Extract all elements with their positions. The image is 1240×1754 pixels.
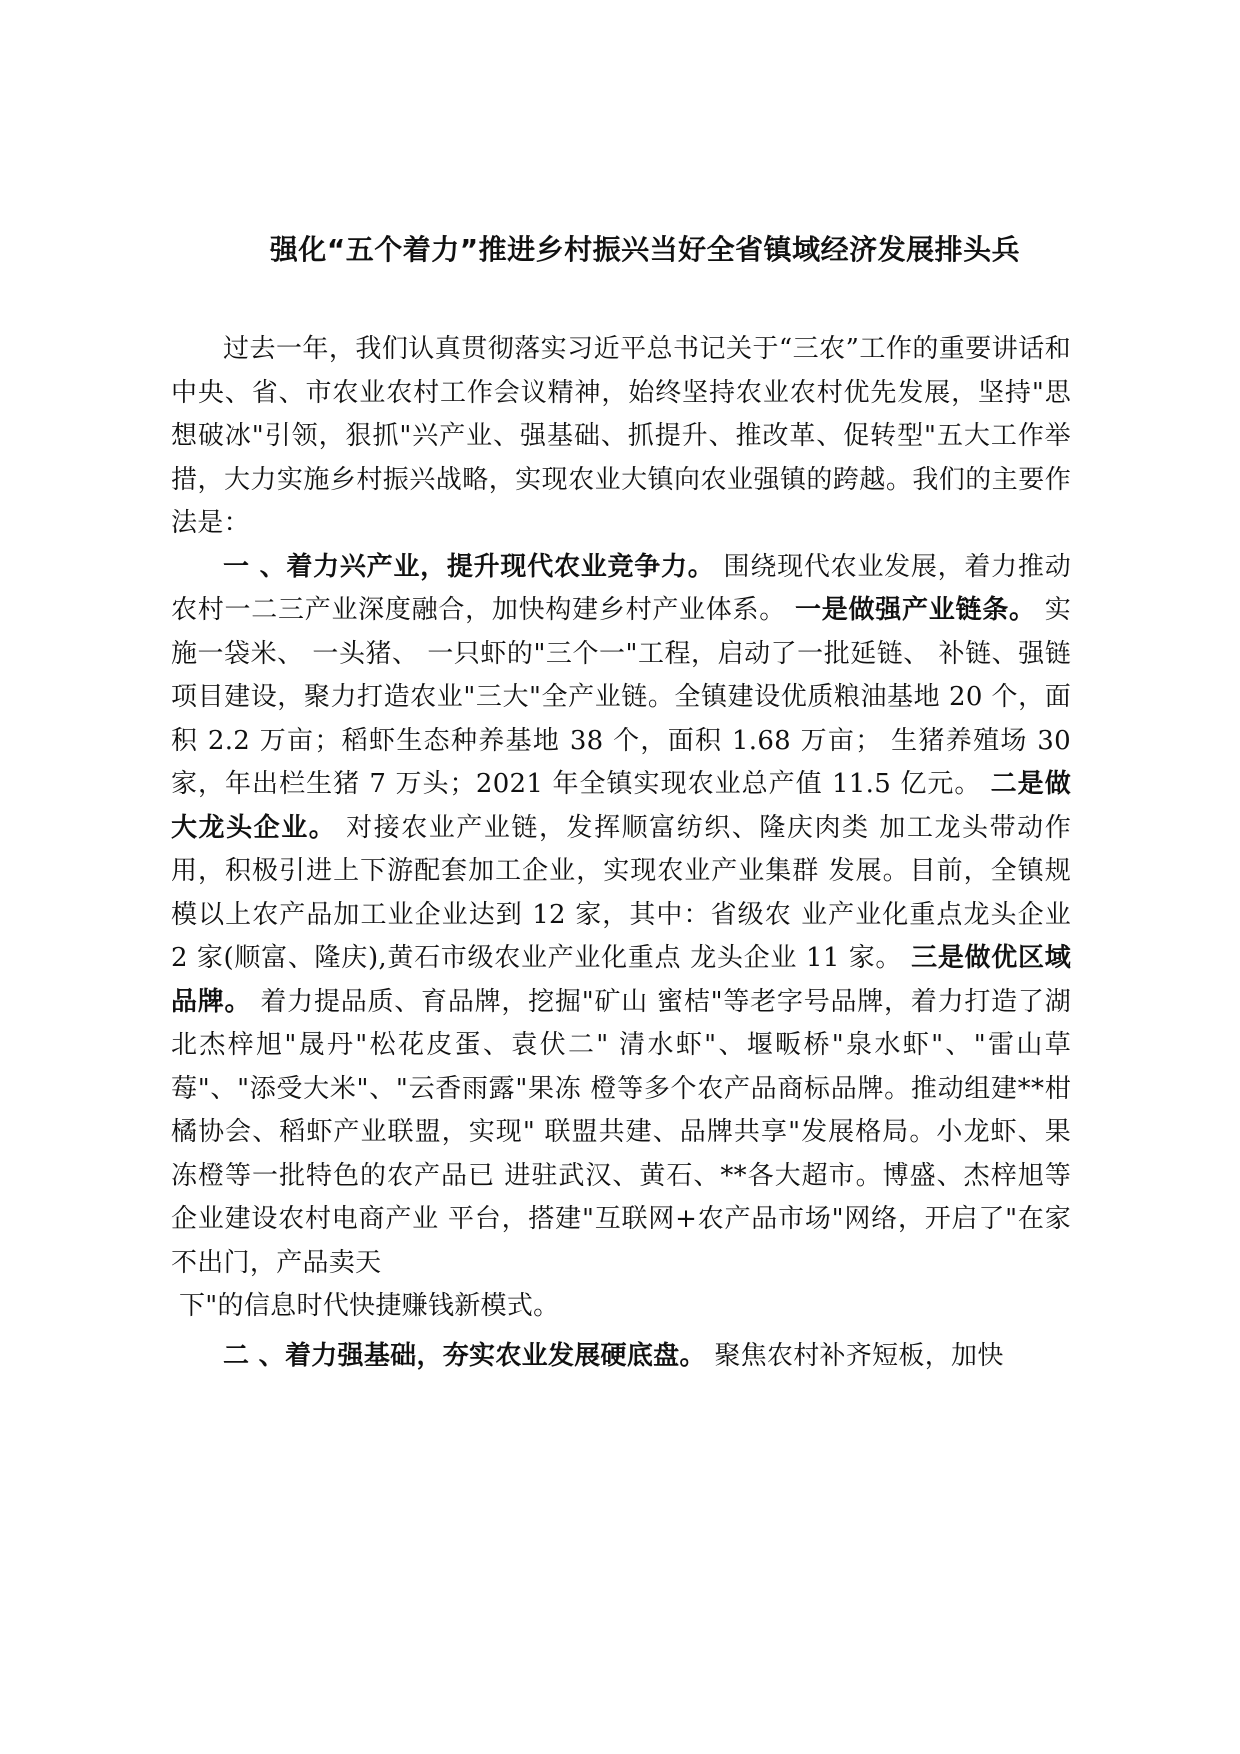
point-2-heading: 二是做大龙头企业。 bbox=[171, 769, 1071, 843]
section-2-paragraph bbox=[171, 1335, 1071, 1379]
section-2-lead: 聚焦农村补齐短板，加快 bbox=[705, 1340, 1004, 1371]
section-1-paragraph bbox=[171, 546, 1071, 1286]
point-1-text: 实施一袋米、 一头猪、 一只虾的"三个一"工程，启动了一批延链、 补链、强链项目建设，聚力打造农业"三大"全产业链。全镇建设优质粮油基地 20 个，面积 2.2 万亩；稻虾生态种养基地 38 个，面积 1.68 万亩； 生猪养殖场 30 家，年出栏生猪 7 万头；2021 年全镇实现农业总产值 11.5 亿元。 bbox=[171, 595, 1072, 799]
document-body bbox=[171, 328, 1071, 1378]
point-3-tail: 下"的信息时代快捷赚钱新模式。 bbox=[179, 1291, 560, 1321]
point-3-tail-line bbox=[171, 1285, 1071, 1329]
section-1-heading: 一 、着力兴产业，提升现代农业竞争力。 bbox=[223, 551, 715, 582]
point-2-text: 对接农业产业链，发挥顺富纺织、隆庆肉类 加工龙头带动作用，积极引进上下游配套加工企业，实现农业产业集群 发展。目前，全镇规模以上农产品加工业企业达到 12 家，其中：省级农 业产业化重点龙头企业 2 家(顺富、隆庆),黄石市级农业产业化重点 龙头企业 11 家。 bbox=[171, 812, 1071, 973]
point-3-text: 着力提品质、育品牌，挖掘"矿山 蜜桔"等老字号品牌，着力打造了湖北杰梓旭"晟丹"松花皮蛋、袁伏二" 清水虾"、堰畈桥"泉水虾"、"雷山草莓"、"添受大米"、"云香雨露"果冻 橙等多个农产品商标品牌。推动组建**柑橘协会、稻虾产业联盟，实现" 联盟共建、品牌共享"发展格局。小龙虾、果冻橙等一批特色的农产品已 进驻武汉、黄石、**各大超市。博盛、杰梓旭等企业建设农村电商产业 平台，搭建"互联网+农产品市场"网络，开启了"在家不出门，产品卖天 bbox=[171, 986, 1071, 1278]
section-1-lead: 围绕现代农业发展，着力推动农村一二三产业深度融合，加快构建乡村产业体系。 bbox=[171, 551, 1071, 625]
point-3-heading: 三是做优区域品牌。 bbox=[171, 943, 1071, 1017]
intro-paragraph: 过去一年，我们认真贯彻落实习近平总书记关于“三农”工作的重要讲话和中央、省、市农业农村工作会议精神，始终坚持农业农村优先发展，坚持"思想破冰"引领，狠抓"兴产业、强基础、抓提升、推改革、促转型"五大工作举措，大力实施乡村振兴战略，实现农业大镇向农业强镇的跨越。我们的主要作法是： bbox=[171, 334, 1071, 538]
point-1-heading: 一是做强产业链条。 bbox=[795, 595, 1036, 625]
document-title: 强化“五个着力”推进乡村振兴当好全省镇域经济发展排头兵 bbox=[269, 233, 1021, 266]
section-2-heading: 二 、着力强基础，夯实农业发展硬底盘。 bbox=[223, 1340, 706, 1371]
